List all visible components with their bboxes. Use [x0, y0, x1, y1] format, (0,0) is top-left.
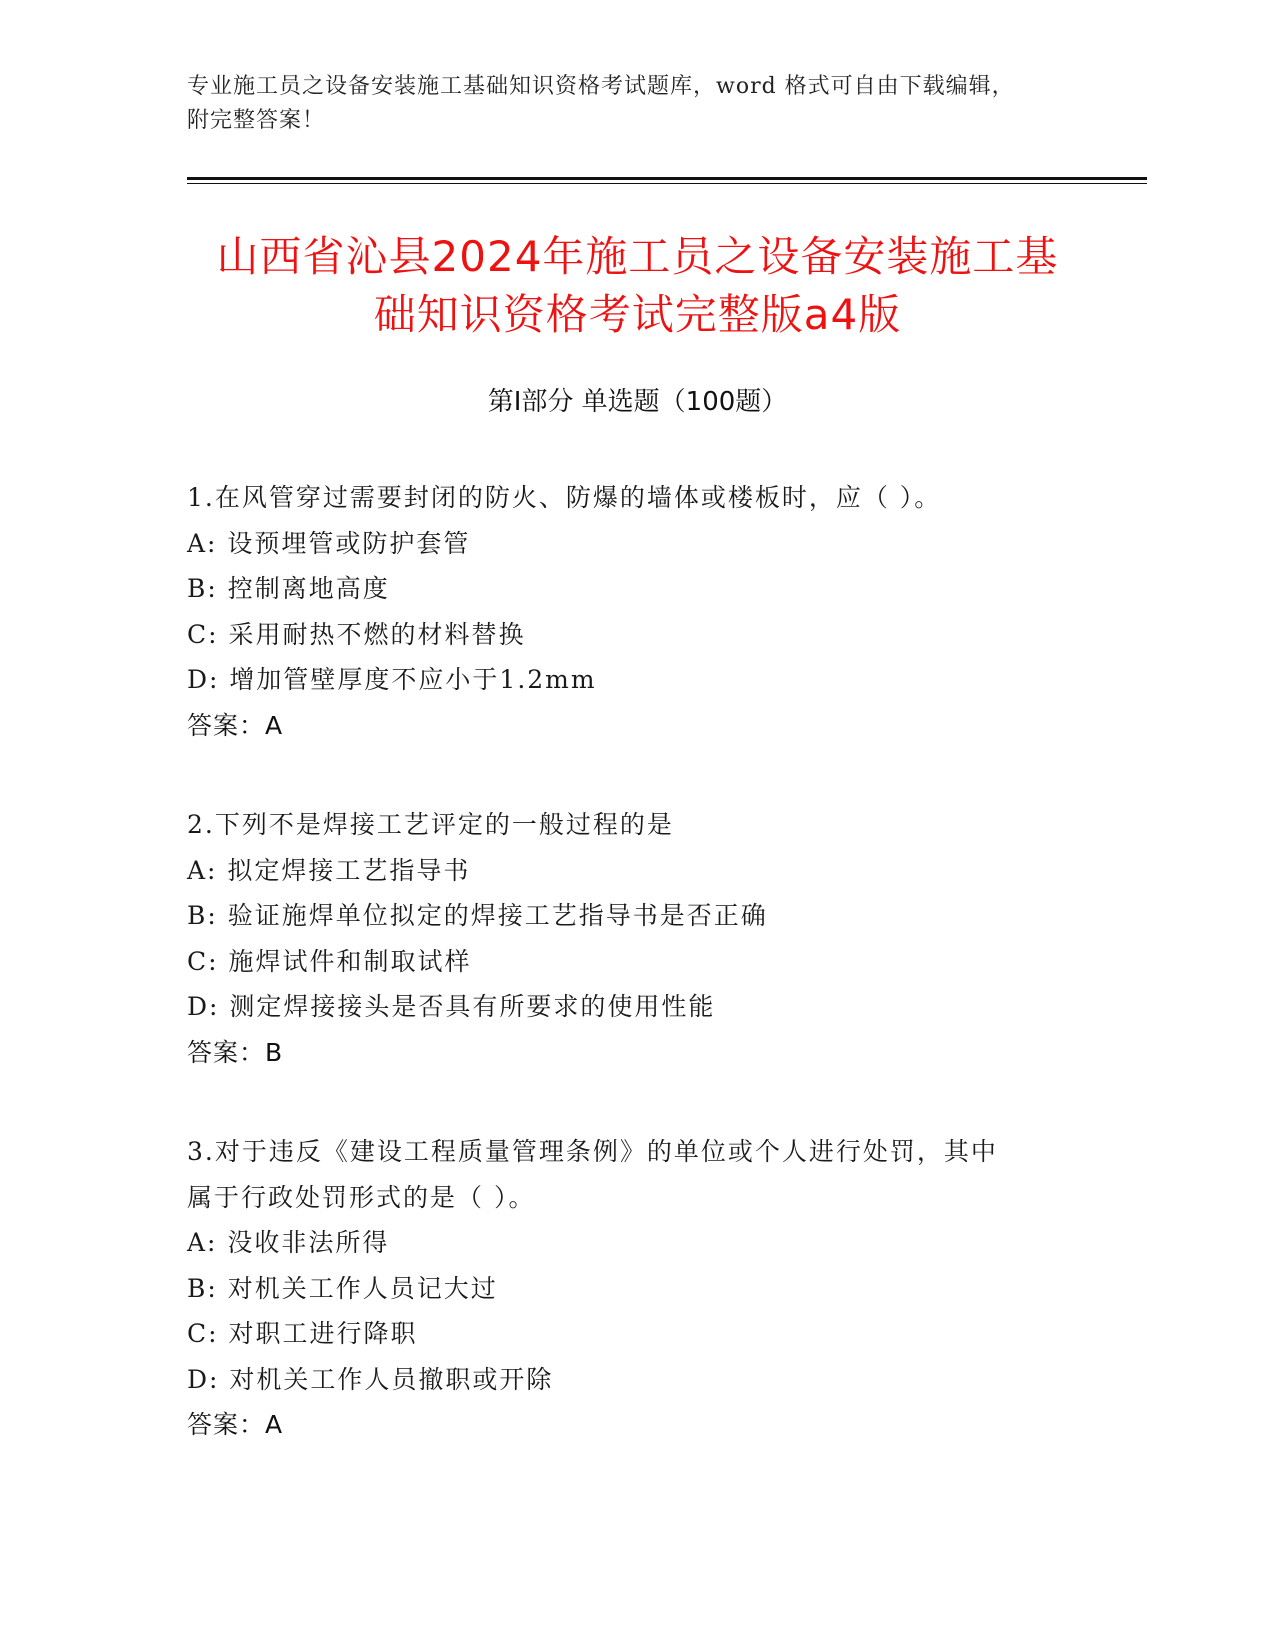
document-title — [150, 228, 1125, 344]
option-d: D: 测定焊接接头是否具有所要求的使用性能 — [187, 992, 716, 1021]
document-title-line: 山西省沁县2024年施工员之设备安装施工基 — [216, 232, 1059, 281]
option-c: C: 采用耐热不燃的材料替换 — [187, 619, 526, 649]
question-item — [187, 802, 1087, 1075]
answer: 答案：A — [187, 1410, 284, 1439]
section-title: 第Ⅰ部分 单选题（100题） — [487, 387, 788, 417]
header-divider-thick — [187, 177, 1147, 180]
question-stem-continued: 属于行政处罚形式的是（ ）。 — [187, 1182, 536, 1212]
question-stem: 1.在风管穿过需要封闭的防火、防爆的墙体或楼板时，应（ ）。 — [187, 483, 942, 512]
question-item — [187, 475, 1087, 748]
header-note — [187, 70, 1087, 138]
header-divider-thin — [187, 183, 1147, 184]
question-item — [187, 1129, 1087, 1448]
option-a: A: 拟定焊接工艺指导书 — [187, 855, 471, 885]
option-d: D: 对机关工作人员撤职或开除 — [187, 1364, 554, 1394]
option-a: A: 没收非法所得 — [187, 1228, 390, 1257]
header-note-line: 专业施工员之设备安装施工基础知识资格考试题库，word 格式可自由下载编辑， — [187, 74, 1015, 99]
question-stem: 2.下列不是焊接工艺评定的一般过程的是 — [187, 810, 674, 839]
question-list — [187, 475, 1087, 1502]
document-title-line: 础知识资格考试完整版a4版 — [373, 290, 902, 339]
header-note-line: 附完整答案！ — [187, 108, 326, 133]
option-b: B: 对机关工作人员记大过 — [187, 1273, 498, 1303]
question-stem: 3.对于违反《建设工程质量管理条例》的单位或个人进行处罚，其中 — [187, 1137, 998, 1166]
answer: 答案：A — [187, 710, 284, 740]
option-c: C: 施焊试件和制取试样 — [187, 946, 472, 976]
answer: 答案：B — [187, 1037, 284, 1067]
option-b: B: 控制离地高度 — [187, 574, 390, 603]
option-d: D: 增加管壁厚度不应小于1.2mm — [187, 665, 597, 694]
option-a: A: 设预埋管或防护套管 — [187, 528, 471, 558]
option-c: C: 对职工进行降职 — [187, 1319, 418, 1348]
option-b: B: 验证施焊单位拟定的焊接工艺指导书是否正确 — [187, 901, 768, 930]
